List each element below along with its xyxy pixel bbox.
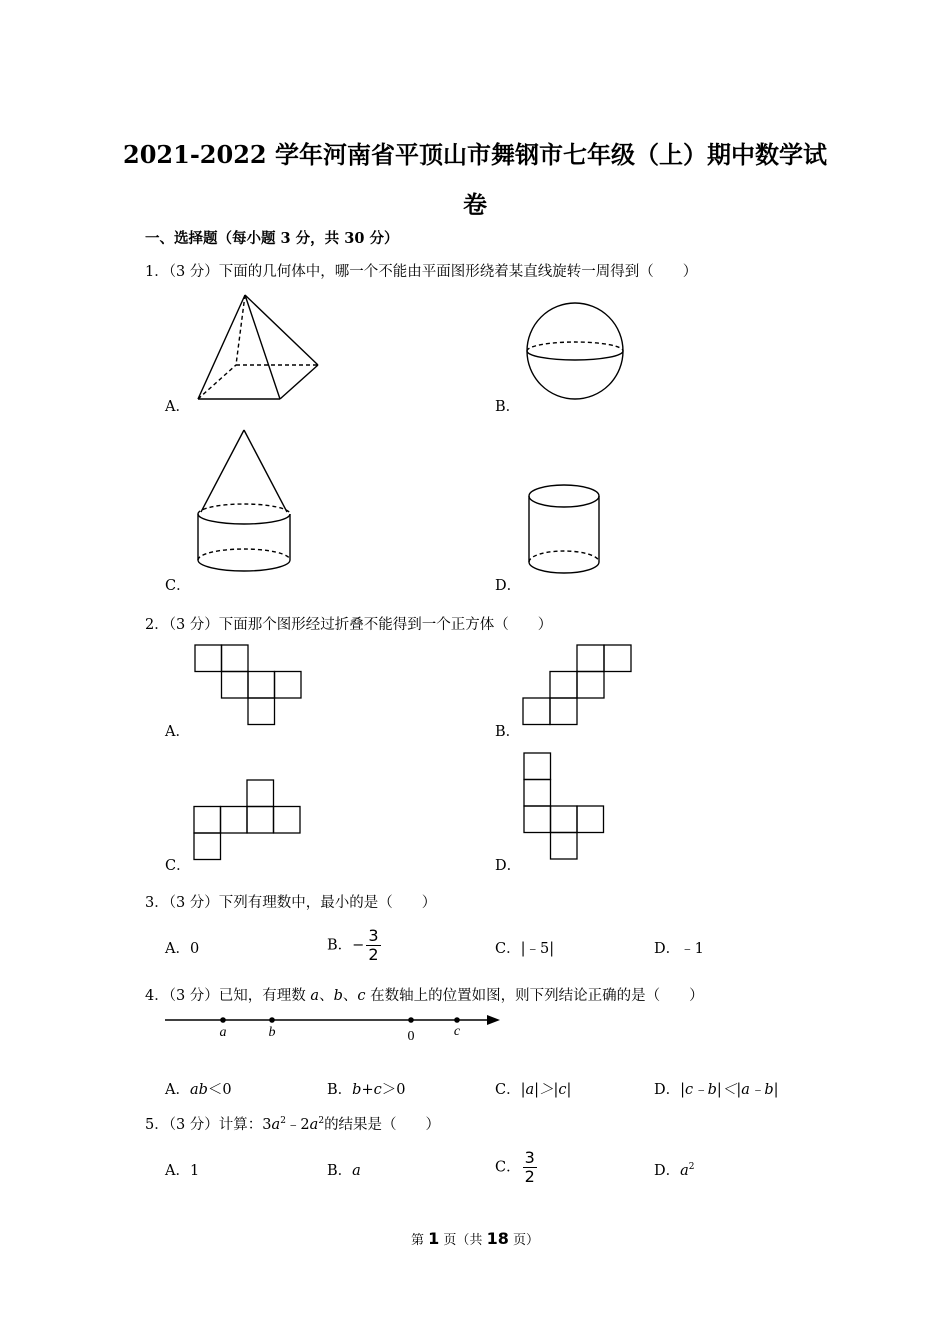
fraction-numerator: 3 bbox=[368, 926, 379, 945]
q4-option-b bbox=[327, 1078, 405, 1099]
q3-option-a: A．0 bbox=[165, 941, 200, 957]
q5-text-mid: ﹣2 bbox=[285, 1117, 310, 1133]
q5-option-b-var: a bbox=[352, 1163, 361, 1179]
section-heading: 一、选择题（每小题 3 分，共 30 分） bbox=[145, 230, 399, 247]
page-footer bbox=[0, 1229, 950, 1248]
q3-option-b-fraction bbox=[366, 927, 380, 964]
label-b: b bbox=[268, 1025, 276, 1040]
q4-var-c: c bbox=[357, 988, 366, 1004]
fraction-denominator: 2 bbox=[368, 945, 379, 964]
q4-option-d-text: |c﹣b|＜|a﹣b| bbox=[680, 1082, 779, 1098]
q4-var-b: b bbox=[333, 988, 343, 1004]
q5-var-1: a bbox=[271, 1117, 281, 1133]
sphere-figure bbox=[520, 300, 630, 410]
point-b bbox=[269, 1017, 275, 1023]
number-line-figure bbox=[165, 1012, 510, 1047]
pyramid-figure bbox=[190, 292, 325, 404]
point-c bbox=[454, 1017, 460, 1023]
point-a bbox=[220, 1017, 226, 1023]
q4-option-a bbox=[165, 1078, 232, 1099]
footer-total-pages: 18 bbox=[486, 1229, 509, 1248]
footer-mid: 页（共 bbox=[439, 1233, 487, 1248]
q4-option-c-label: C． bbox=[495, 1082, 521, 1098]
net-b-figure bbox=[523, 645, 633, 727]
cylinder-figure bbox=[520, 480, 610, 580]
q4-option-a-expr: ab bbox=[189, 1082, 208, 1098]
q4-option-b-v1: b bbox=[352, 1082, 362, 1098]
q4-text-post: 在数轴上的位置如图，则下列结论正确的是（ ） bbox=[365, 988, 704, 1004]
q5-option-c bbox=[495, 1149, 539, 1186]
q1-option-c-label: C． bbox=[165, 578, 191, 594]
label-c: c bbox=[453, 1024, 461, 1039]
q5-var-2: a bbox=[309, 1117, 319, 1133]
q3-option-b-label: B． bbox=[327, 937, 353, 954]
footer-page-number: 1 bbox=[428, 1229, 440, 1248]
q4-sep-1: 、 bbox=[319, 988, 334, 1004]
q5-option-b bbox=[327, 1159, 361, 1180]
q4-option-d-label: D． bbox=[654, 1082, 681, 1098]
q3-option-b bbox=[327, 927, 383, 964]
q5-option-a: A．1 bbox=[165, 1163, 200, 1179]
q2-option-d-label: D． bbox=[495, 858, 522, 874]
q4-option-b-op: + bbox=[361, 1082, 374, 1098]
footer-pre: 第 bbox=[411, 1233, 429, 1248]
q2-option-a-label: A． bbox=[165, 724, 190, 740]
q1-option-a-label: A． bbox=[165, 399, 190, 415]
q4-text-pre: 4．（3 分）已知，有理数 bbox=[145, 988, 311, 1004]
q4-option-a-tail: ＜0 bbox=[207, 1082, 232, 1098]
q3-option-c: C．|﹣5| bbox=[495, 941, 555, 957]
question-1-text: 1．（3 分）下面的几何体中，哪一个不能由平面图形绕着某直线旋转一周得到（ ） bbox=[145, 264, 698, 280]
fraction-denominator: 2 bbox=[524, 1167, 535, 1186]
q2-option-c-label: C． bbox=[165, 858, 191, 874]
q3-option-b-sign: − bbox=[352, 937, 365, 954]
q4-option-b-tail: ＞0 bbox=[381, 1082, 406, 1098]
net-c-figure bbox=[194, 780, 304, 862]
q1-option-d-label: D． bbox=[495, 578, 522, 594]
point-zero bbox=[408, 1017, 414, 1023]
footer-post: 页） bbox=[508, 1233, 539, 1248]
q4-sep-2: 、 bbox=[342, 988, 358, 1004]
q5-option-c-fraction bbox=[523, 1149, 537, 1186]
label-zero: 0 bbox=[407, 1029, 415, 1044]
q4-option-b-v2: c bbox=[373, 1082, 382, 1098]
q4-option-a-label: A． bbox=[165, 1082, 190, 1098]
net-a-figure bbox=[195, 645, 305, 727]
cone-cylinder-figure bbox=[190, 425, 300, 580]
q5-text-pre: 5．（3 分）计算：3 bbox=[145, 1117, 272, 1133]
label-a: a bbox=[219, 1025, 227, 1040]
q4-option-c-text: |a|＞|c| bbox=[520, 1082, 572, 1098]
q5-exp-2: 2 bbox=[318, 1116, 325, 1127]
page-title-line2: 卷 bbox=[463, 190, 487, 219]
q4-option-b-label: B． bbox=[327, 1082, 353, 1098]
q5-option-d-exp: 2 bbox=[688, 1162, 695, 1173]
q2-option-b-label: B． bbox=[495, 724, 521, 740]
fraction-numerator: 3 bbox=[524, 1148, 535, 1167]
question-5-text bbox=[145, 1113, 440, 1134]
question-2-text: 2．（3 分）下面那个图形经过折叠不能得到一个正方体（ ） bbox=[145, 617, 553, 633]
q5-option-d-var: a bbox=[680, 1163, 689, 1179]
page-title-line1: 2021-2022 学年河南省平顶山市舞钢市七年级（上）期中数学试 bbox=[123, 140, 827, 169]
q5-option-c-label: C． bbox=[495, 1159, 521, 1176]
q5-option-d bbox=[654, 1159, 695, 1180]
question-3-text: 3．（3 分）下列有理数中，最小的是（ ） bbox=[145, 895, 437, 911]
q4-var-a: a bbox=[310, 988, 320, 1004]
q5-option-b-label: B． bbox=[327, 1163, 353, 1179]
q1-option-b-label: B． bbox=[495, 399, 521, 415]
q5-option-d-label: D． bbox=[654, 1163, 681, 1179]
net-d-figure bbox=[524, 753, 609, 863]
q4-option-d bbox=[654, 1078, 779, 1099]
q4-option-c bbox=[495, 1078, 571, 1099]
question-4-text bbox=[145, 984, 704, 1005]
q3-option-d: D．﹣1 bbox=[654, 941, 704, 957]
q5-exp-1: 2 bbox=[280, 1116, 286, 1127]
q5-text-post: 的结果是（ ） bbox=[324, 1117, 441, 1133]
